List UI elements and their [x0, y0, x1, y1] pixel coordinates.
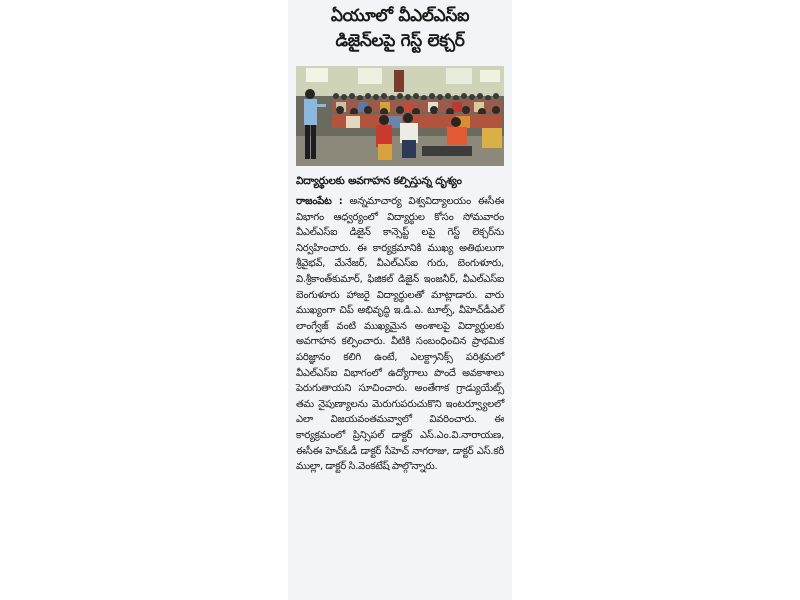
article-body	[294, 194, 506, 475]
newspaper-clipping	[288, 0, 512, 600]
headline-line-1: ఏయూలో వీఎల్ఎస్ఐ	[330, 6, 470, 26]
article-body-text: అన్నమాచార్య విశ్వవిద్యాలయం ఈసీఈ విభాగం ఆధ్వర్యంలో విద్యార్థుల కోసం సోమవారం వీఎల్ఎస్ఐ డిజైన్ కాన్సెప్ట్ లపై గెస్ట్ లెక్చర్‌ను నిర్వహించారు. ఈ కార్యక్రమానికి ముఖ్య అతిథులుగా శ్రీవైభవ్, మేనేజర్, వీఎల్ఎస్ఐ గురు, బెంగుళూరు, వి.శ్రీకాంత్‌కుమార్, ఫిజికల్ డిజైన్ ఇంజనీర్, వీఎల్ఎస్ఐ బెంగుళూరు హాజరై విద్యార్థులతో మాట్లాడారు. వారు ముఖ్యంగా చిప్ అభివృద్ధి ఇ.డి.ఎ. టూల్స్, వీహెచ్‌డీఎల్ లాంగ్వేజ్ వంటి ముఖ్యమైన అంశాలపై విద్యార్థులకు అవగాహన కల్పించారు. వీటికి సంబంధించిన ప్రాథమిక పరిజ్ఞానం కలిగి ఉంటే, ఎలక్ట్రానిక్స్ పరిశ్రమలో వీఎల్ఎస్ఐ విభాగంలో ఉద్యోగాలు పొందే అవకాశాలు పెరుగుతాయని సూచించారు. అంతేగాక గ్రాడ్యుయేట్స్ తమ నైపుణ్యాలను మెరుగుపరుచుకొని ఇంటర్వ్యూలలో ఎలా విజయవంతమవ్వాలో వివరించారు. ఈ కార్యక్రమంలో ప్రిన్సిపల్ డాక్టర్ ఎస్.ఎం.వి.నారాయణ, ఈసీఈ హెచ్ఓడీ డాక్టర్ సీహెచ్ నాగరాజు, డాక్టర్ ఎస్.కరీ ముల్లా, డాక్టర్ సి.వెంకటేష్ పాల్గొన్నారు.	[296, 196, 505, 473]
photo-caption: విద్యార్థులకు అవగాహన కల్పిస్తున్న దృశ్యం	[296, 175, 462, 187]
event-photo	[296, 66, 504, 166]
headline-line-2: డిజైన్‌లపై గెస్ట్ లెక్చర్	[335, 31, 465, 51]
dateline: రాజంపేట :	[296, 196, 343, 207]
headline	[294, 4, 506, 54]
